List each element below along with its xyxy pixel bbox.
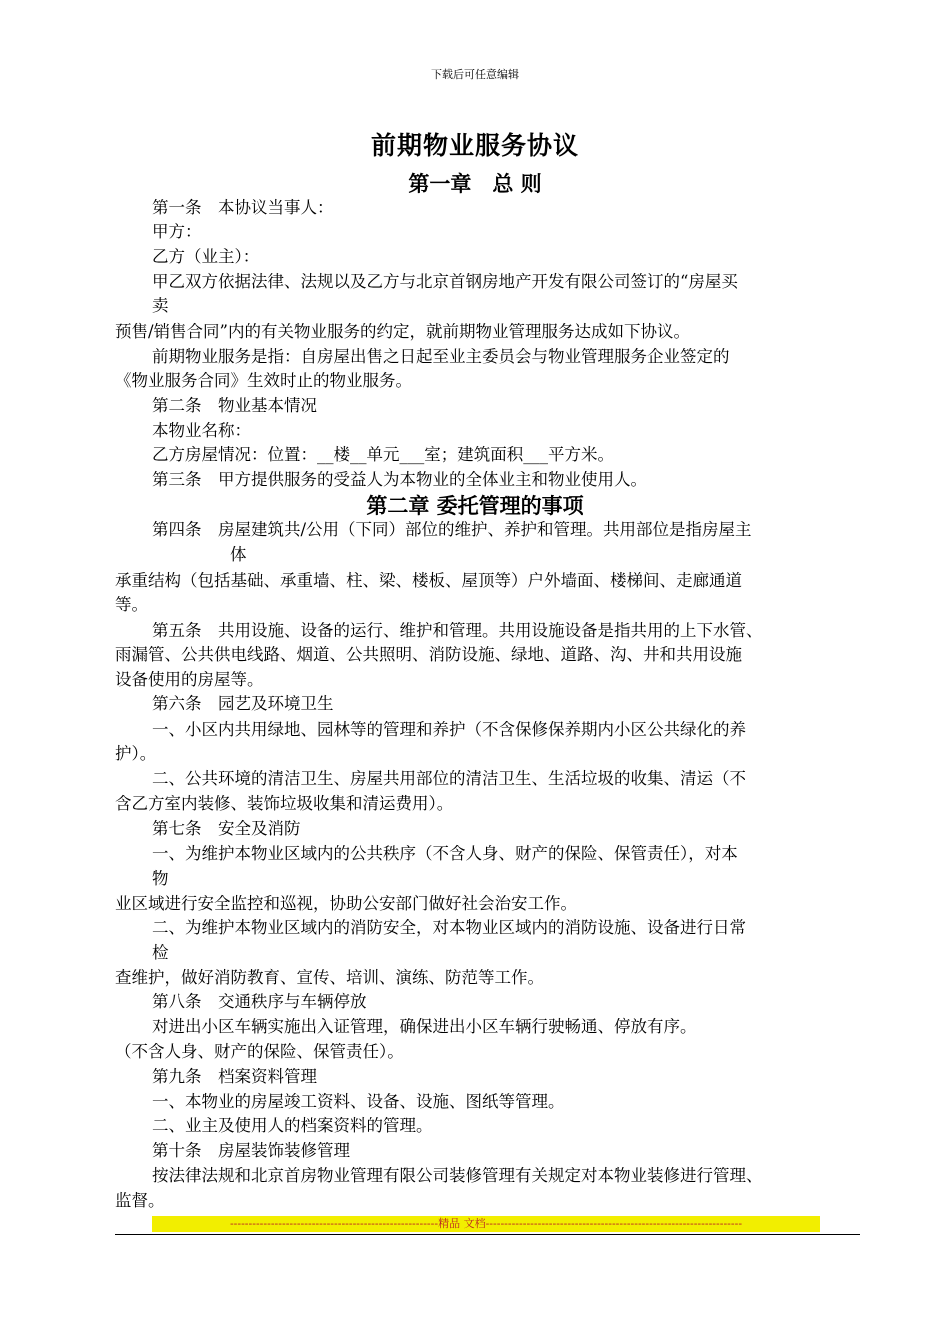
text-line: 一、小区内共用绿地、园林等的管理和养护（不含保修保养期内小区公共绿化的养	[152, 720, 746, 739]
text-line: 甲方：	[152, 222, 202, 241]
text-line: 第十条 房屋装饰装修管理	[152, 1141, 350, 1160]
text-line: 护）。	[115, 744, 157, 763]
header-note: 下载后可任意编辑	[431, 68, 519, 81]
text-line: 二、为维护本物业区域内的消防安全，对本物业区域内的消防设施、设备进行日常	[152, 918, 746, 937]
text-line: 二、公共环境的清洁卫生、房屋共用部位的清洁卫生、生活垃圾的收集、清运（不	[152, 769, 746, 788]
text-line: 甲乙双方依据法律、法规以及乙方与北京首钢房地产开发有限公司签订的“房屋买	[152, 272, 738, 291]
text-line: 等。	[115, 595, 148, 614]
text-line: 第二条 物业基本情况	[152, 396, 317, 415]
text-line: 一、为维护本物业区域内的公共秩序（不含人身、财产的保险、保管责任），对本	[152, 844, 738, 863]
text-line: 一、本物业的房屋竣工资料、设备、设施、图纸等管理。	[152, 1092, 565, 1111]
footer-banner: --------------------------------------------------------精品 文档---------------------------------------------------------------------	[152, 1216, 820, 1232]
chapter-2-heading: 第二章 委托管理的事项	[366, 493, 584, 518]
text-line: 第一条 本协议当事人：	[152, 198, 334, 217]
text-line: 含乙方室内装修、装饰垃圾收集和清运费用）。	[115, 794, 454, 813]
text-line: 对进出小区车辆实施出入证管理，确保进出小区车辆行驶畅通、停放有序。	[152, 1017, 697, 1036]
text-line: 第三条 甲方提供服务的受益人为本物业的全体业主和物业使用人。	[152, 470, 647, 489]
text-line: 查维护，做好消防教育、宣传、培训、演练、防范等工作。	[115, 968, 544, 987]
text-line: （不含人身、财产的保险、保管责任）。	[115, 1042, 404, 1061]
text-line: 体	[230, 545, 247, 564]
text-line: 《物业服务合同》生效时止的物业服务。	[115, 371, 412, 390]
text-line: 第九条 档案资料管理	[152, 1067, 317, 1086]
text-line: 第五条 共用设施、设备的运行、维护和管理。共用设施设备是指共用的上下水管、	[152, 621, 763, 640]
text-line: 本物业名称：	[152, 421, 251, 440]
text-line: 前期物业服务是指：自房屋出售之日起至业主委员会与物业管理服务企业签定的	[152, 347, 730, 366]
text-line: 第六条 园艺及环境卫生	[152, 694, 334, 713]
text-line: 第七条 安全及消防	[152, 819, 301, 838]
text-line: 检	[152, 943, 169, 962]
text-line: 按法律法规和北京首房物业管理有限公司装修管理有关规定对本物业装修进行管理、	[152, 1166, 763, 1185]
text-line: 预售/销售合同”内的有关物业服务的约定，就前期物业管理服务达成如下协议。	[115, 322, 690, 341]
text-line: 第四条 房屋建筑共/公用（下同）部位的维护、养护和管理。共用部位是指房屋主	[152, 520, 752, 539]
text-line: 卖	[152, 296, 169, 315]
text-line: 乙方房屋情况：位置：__楼__单元___室；建筑面积___平方米。	[152, 445, 614, 464]
text-line: 设备使用的房屋等。	[115, 670, 264, 689]
text-line: 第八条 交通秩序与车辆停放	[152, 992, 367, 1011]
text-line: 雨漏管、公共供电线路、烟道、公共照明、消防设施、绿地、道路、沟、井和共用设施	[115, 645, 742, 664]
text-line: 物	[152, 869, 169, 888]
document-title: 前期物业服务协议	[370, 131, 579, 160]
text-line: 二、业主及使用人的档案资料的管理。	[152, 1116, 433, 1135]
text-line: 监督。	[115, 1191, 165, 1210]
text-line: 承重结构（包括基础、承重墙、柱、梁、楼板、屋顶等）户外墙面、楼梯间、走廊通道	[115, 571, 742, 590]
chapter-1-heading: 第一章 总 则	[408, 171, 542, 196]
text-line: 乙方（业主）：	[152, 247, 260, 266]
text-line: 业区域进行安全监控和巡视，协助公安部门做好社会治安工作。	[115, 894, 577, 913]
footer-divider	[115, 1234, 860, 1235]
